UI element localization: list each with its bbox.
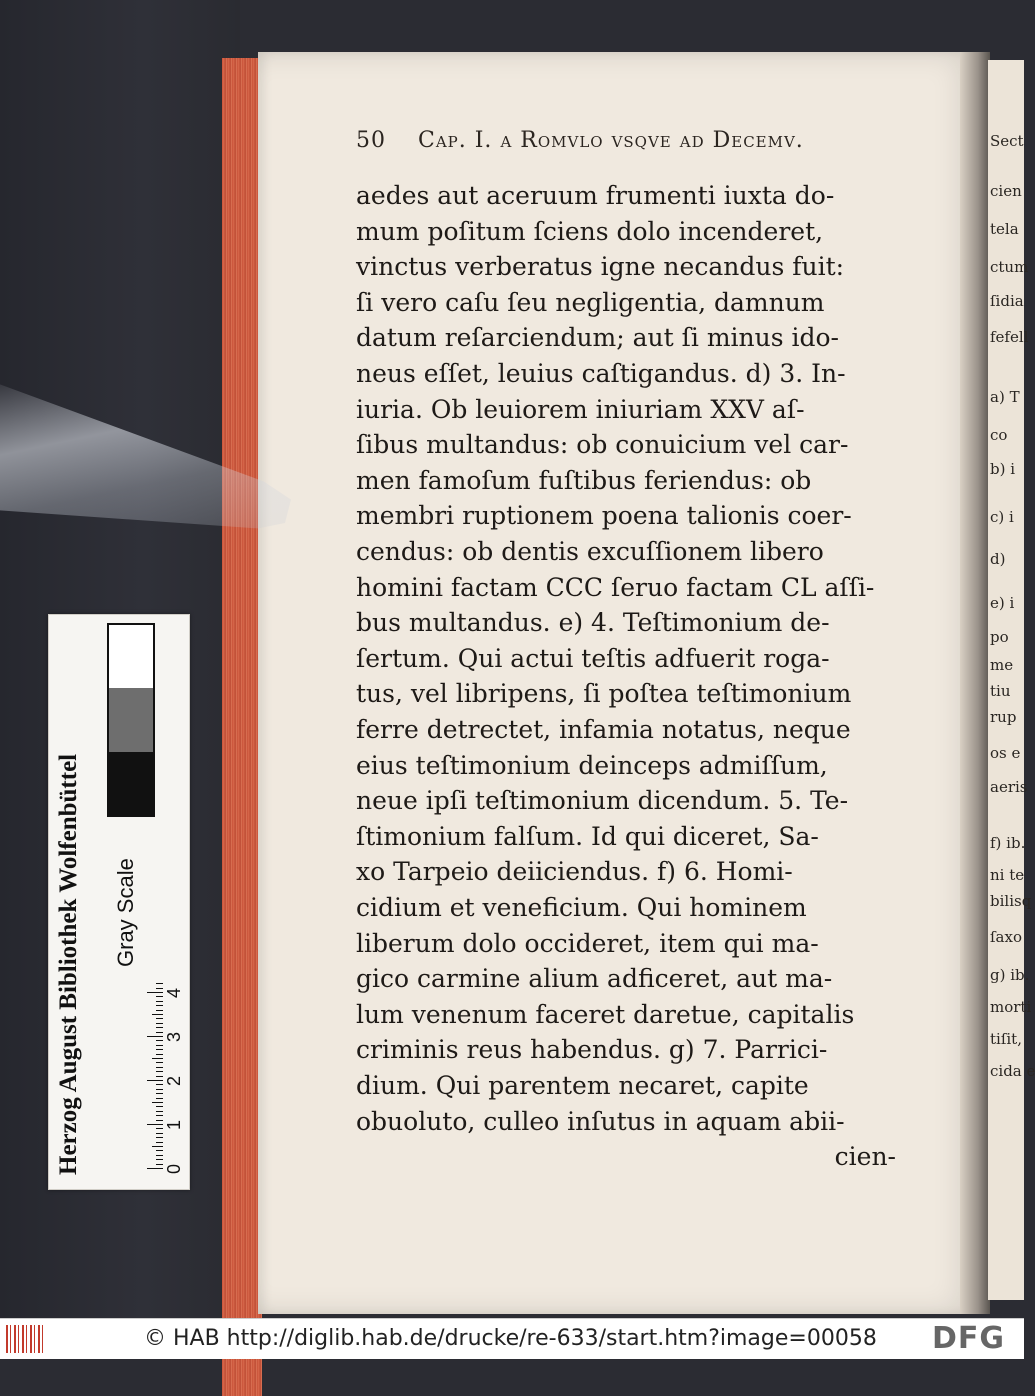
gray-swatch <box>109 752 153 815</box>
text-line: mum poſitum ſciens dolo incenderet, <box>356 216 824 246</box>
book-gutter <box>960 52 990 1314</box>
chapter-label: Cap. I. <box>418 128 493 153</box>
ruler-tick <box>156 1049 163 1050</box>
facing-page-fragment: fefell <box>990 328 1029 346</box>
text-line: xo Tarpeio deiiciendus. f) 6. Homi- <box>356 857 793 887</box>
facing-page-fragment: ni te <box>990 866 1025 884</box>
ruler-tick <box>156 1027 163 1028</box>
ruler-tick <box>156 1018 163 1019</box>
ruler-tick <box>156 1137 163 1138</box>
facing-page-fragment: a) T <box>990 388 1020 406</box>
facing-page-fragment: os e <box>990 744 1021 762</box>
ruler-tick <box>156 983 163 984</box>
gray-scale-card <box>48 614 190 1190</box>
facing-page-fragment: ſidia <box>990 292 1024 310</box>
text-line: ſertum. Qui actui teſtis adfuerit roga- <box>356 643 830 673</box>
gray-swatch <box>109 625 153 688</box>
ruler-tick <box>156 1005 163 1006</box>
ruler-tick <box>156 1155 163 1156</box>
text-line: bus multandus. e) 4. Teſtimonium de- <box>356 608 830 638</box>
facing-page-fragment: tiu <box>990 682 1011 700</box>
facing-page-fragment: g) ib. <box>990 966 1030 984</box>
text-line: iuria. Ob leuiorem iniuriam XXV aſ- <box>356 394 805 424</box>
ruler-number: 2 <box>164 1075 184 1086</box>
ruler-tick <box>156 988 163 989</box>
facing-page-fragment: tela <box>990 220 1019 238</box>
facing-page-fragment: Sect <box>990 132 1024 150</box>
ruler-tick <box>156 1045 163 1046</box>
ruler-tick <box>156 1115 163 1116</box>
facing-page-fragment: morti <box>990 998 1032 1016</box>
ruler-tick <box>147 1080 163 1081</box>
ruler-tick <box>156 1089 163 1090</box>
ruler-number: 0 <box>164 1163 184 1174</box>
facing-page-fragment: cida e <box>990 1062 1035 1080</box>
ruler-tick <box>156 1133 163 1134</box>
text-line: ſibus multandus: ob conuicium vel car- <box>356 430 849 460</box>
ruler-tick <box>156 1150 163 1151</box>
text-line: neus eſſet, leuius caſtigandus. d) 3. In- <box>356 359 846 388</box>
ruler-tick <box>152 1146 163 1147</box>
text-line: datum reſarciendum; aut ſi minus ido- <box>356 323 840 353</box>
ruler-tick <box>156 996 163 997</box>
facing-page-fragment: b) i <box>990 460 1016 478</box>
ruler-tick <box>156 1071 163 1072</box>
facing-page-fragment: c) i <box>990 508 1014 526</box>
gray-swatch <box>109 688 153 751</box>
text-line: criminis reus habendus. g) 7. Parrici- <box>356 1035 828 1065</box>
ruler-tick <box>156 1076 163 1077</box>
ruler-tick <box>156 1142 163 1143</box>
text-line: aedes aut aceruum frumenti iuxta do- <box>356 181 835 210</box>
facing-page-fragment: tiſit, <box>990 1030 1022 1048</box>
ruler-tick <box>156 1084 163 1085</box>
text-line: men famoſum fuſtibus feriendus: ob <box>356 465 812 495</box>
gray-swatches <box>107 623 155 817</box>
text-line: membri ruptionem poena talionis coer- <box>356 501 852 531</box>
page-edges <box>222 58 262 1396</box>
ruler-tick <box>156 1093 163 1094</box>
gray-scale-label: Gray Scale <box>113 858 138 967</box>
ruler-tick <box>152 1102 163 1103</box>
facing-page-fragment: f) ib. <box>990 834 1026 852</box>
footer-bar <box>0 1318 1024 1359</box>
text-line: lum venenum faceret daretue, capitalis <box>356 999 855 1029</box>
facing-page-fragment: ctum <box>990 258 1029 276</box>
ruler-tick <box>156 1128 163 1129</box>
ruler-tick <box>156 1098 163 1099</box>
ruler-tick <box>156 1120 163 1121</box>
facing-page-fragment: me <box>990 656 1014 674</box>
ruler-tick <box>152 1058 163 1059</box>
text-line: eius teſtimonium deinceps admiſſum, <box>356 750 828 780</box>
facing-page <box>988 60 1035 1300</box>
facing-page-fragment: d) <box>990 550 1006 568</box>
ruler-tick <box>156 1062 163 1063</box>
facing-page-fragment: aeris <box>990 778 1028 796</box>
ruler-tick <box>147 992 163 993</box>
ruler-tick <box>156 1001 163 1002</box>
text-line: gico carmine alium adficeret, aut ma- <box>356 964 833 994</box>
ruler-tick <box>156 1111 163 1112</box>
library-name: Herzog August Bibliothek Wolfenbüttel <box>55 753 82 1175</box>
text-line: cidium et veneficium. Qui hominem <box>356 893 807 922</box>
facing-page-fragment: co <box>990 426 1008 444</box>
ruler-tick <box>156 1067 163 1068</box>
barcode-icon <box>6 1325 46 1353</box>
text-line: obuoluto, culleo inſutus in aquam abii- <box>356 1106 845 1136</box>
ruler-tick <box>156 1164 163 1165</box>
ruler-tick <box>156 1106 163 1107</box>
dfg-logo: DFG <box>932 1321 1006 1356</box>
ruler-number: 3 <box>164 1031 184 1042</box>
ruler-number: 1 <box>164 1119 184 1130</box>
text-line: dium. Qui parentem necaret, capite <box>356 1071 809 1100</box>
ruler-tick <box>147 1168 163 1169</box>
facing-page-fragment: po <box>990 628 1009 646</box>
text-line: tus, vel libripens, ſi poſtea teſtimonium <box>356 679 852 709</box>
text-line: ferre detrectet, infamia notatus, neque <box>356 715 851 744</box>
text-line: vinctus verberatus igne necandus fuit: <box>356 252 845 282</box>
text-line: homini factam CCC ſeruo factam CL aſſi- <box>356 572 875 602</box>
text-line: neue ipſi teſtimonium dicendum. 5. Te- <box>356 786 849 816</box>
running-title: a Romvlo vsqve ad Decemv. <box>500 128 804 153</box>
text-line: ſtimonium falſum. Id qui diceret, Sa- <box>356 821 819 851</box>
ruler <box>145 985 185 1175</box>
text-line: liberum dolo occideret, item qui ma- <box>356 928 819 958</box>
ruler-tick <box>147 1124 163 1125</box>
catchword: cien- <box>834 1142 896 1172</box>
ruler-tick <box>156 1159 163 1160</box>
facing-page-fragment: rup <box>990 708 1017 726</box>
ruler-tick <box>147 1036 163 1037</box>
text-line: cendus: ob dentis excuſſionem libero <box>356 537 824 566</box>
ruler-tick <box>156 1054 163 1055</box>
facing-page-fragment: bilisq <box>990 892 1032 910</box>
copyright-url[interactable]: © HAB http://diglib.hab.de/drucke/re-633/start.htm?image=00058 <box>144 1326 877 1351</box>
running-head <box>356 128 896 164</box>
ruler-tick <box>156 1010 163 1011</box>
facing-page-fragment: e) i <box>990 594 1015 612</box>
ruler-tick <box>156 1032 163 1033</box>
text-line: ſi vero caſu ſeu negligentia, damnum <box>356 287 825 317</box>
facing-page-fragment: ſaxo <box>990 928 1022 946</box>
ruler-number: 4 <box>164 987 184 998</box>
page-number: 50 <box>356 128 386 153</box>
ruler-tick <box>156 1023 163 1024</box>
ruler-tick <box>156 1040 163 1041</box>
facing-page-fragment: cien <box>990 182 1022 200</box>
ruler-tick <box>152 1014 163 1015</box>
